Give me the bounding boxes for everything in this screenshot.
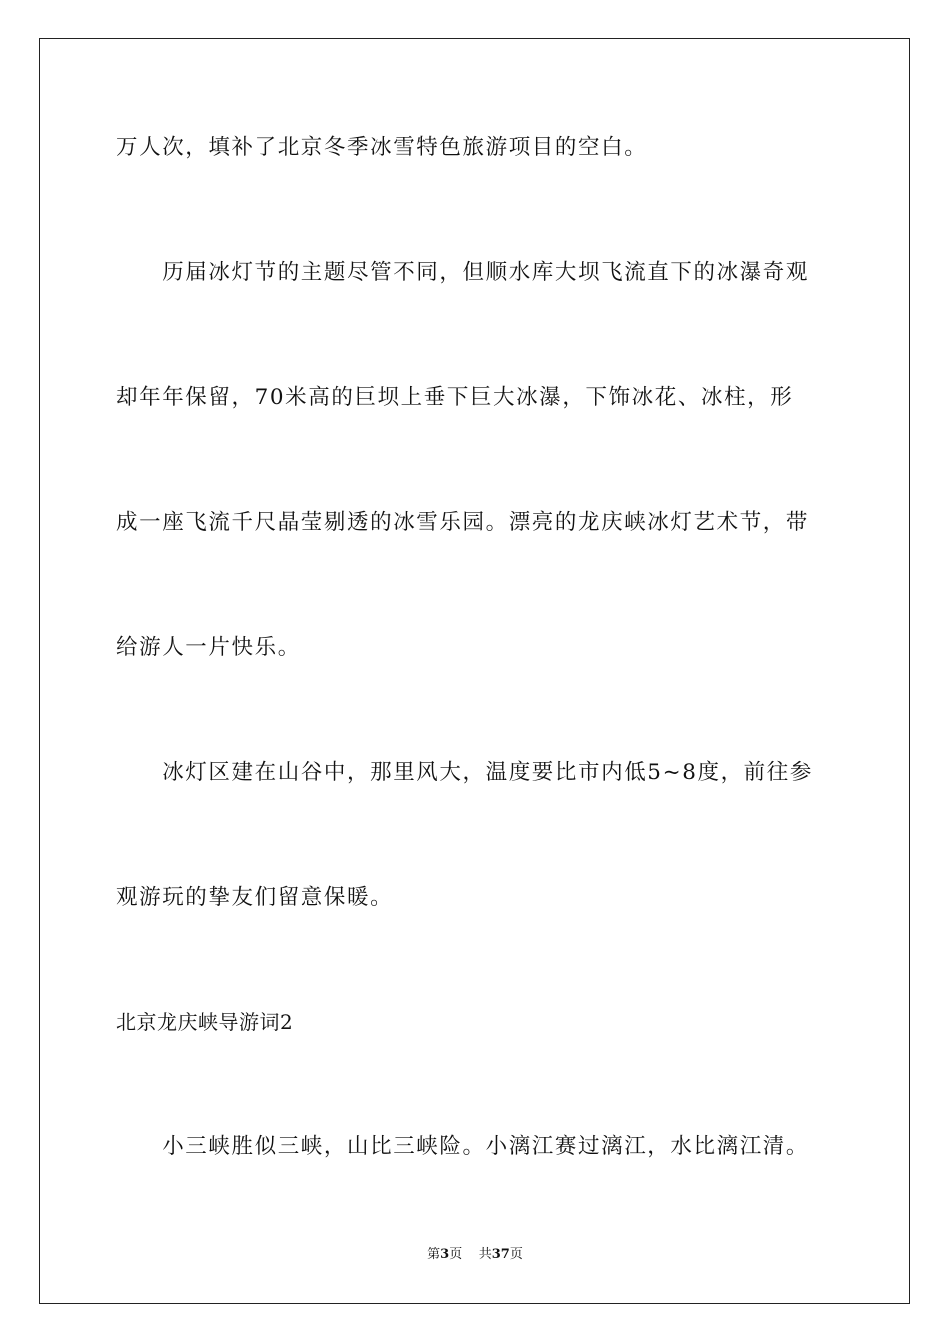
body-line-3: 却年年保留，70米高的巨坝上垂下巨大冰瀑，下饰冰花、冰柱，形 [116,385,794,410]
body-line-5: 给游人一片快乐。 [116,635,301,660]
footer-prefix: 第 [427,1247,441,1262]
body-line-1: 万人次，填补了北京冬季冰雪特色旅游项目的空白。 [116,135,648,160]
footer-page-suffix: 页 [449,1247,463,1262]
body-line-7: 观游玩的挚友们留意保暖。 [116,885,394,910]
body-line-4: 成一座飞流千尺晶莹剔透的冰雪乐园。漂亮的龙庆峡冰灯艺术节，带 [116,510,810,535]
section-heading: 北京龙庆峡导游词2 [116,1010,294,1034]
footer-total-prefix: 共 [478,1247,492,1262]
page-footer [0,1246,950,1264]
footer-total-suffix: 页 [509,1247,523,1262]
body-line-2: 历届冰灯节的主题尽管不同，但顺水库大坝飞流直下的冰瀑奇观 [116,260,810,285]
page-border [39,38,910,1304]
footer-current-page: 3 [440,1247,450,1262]
footer-total-pages: 37 [491,1247,510,1262]
body-line-8: 小三峡胜似三峡，山比三峡险。小漓江赛过漓江，水比漓江清。 [116,1134,810,1159]
body-line-6: 冰灯区建在山谷中，那里风大，温度要比市内低5~8度，前往参 [116,760,813,785]
